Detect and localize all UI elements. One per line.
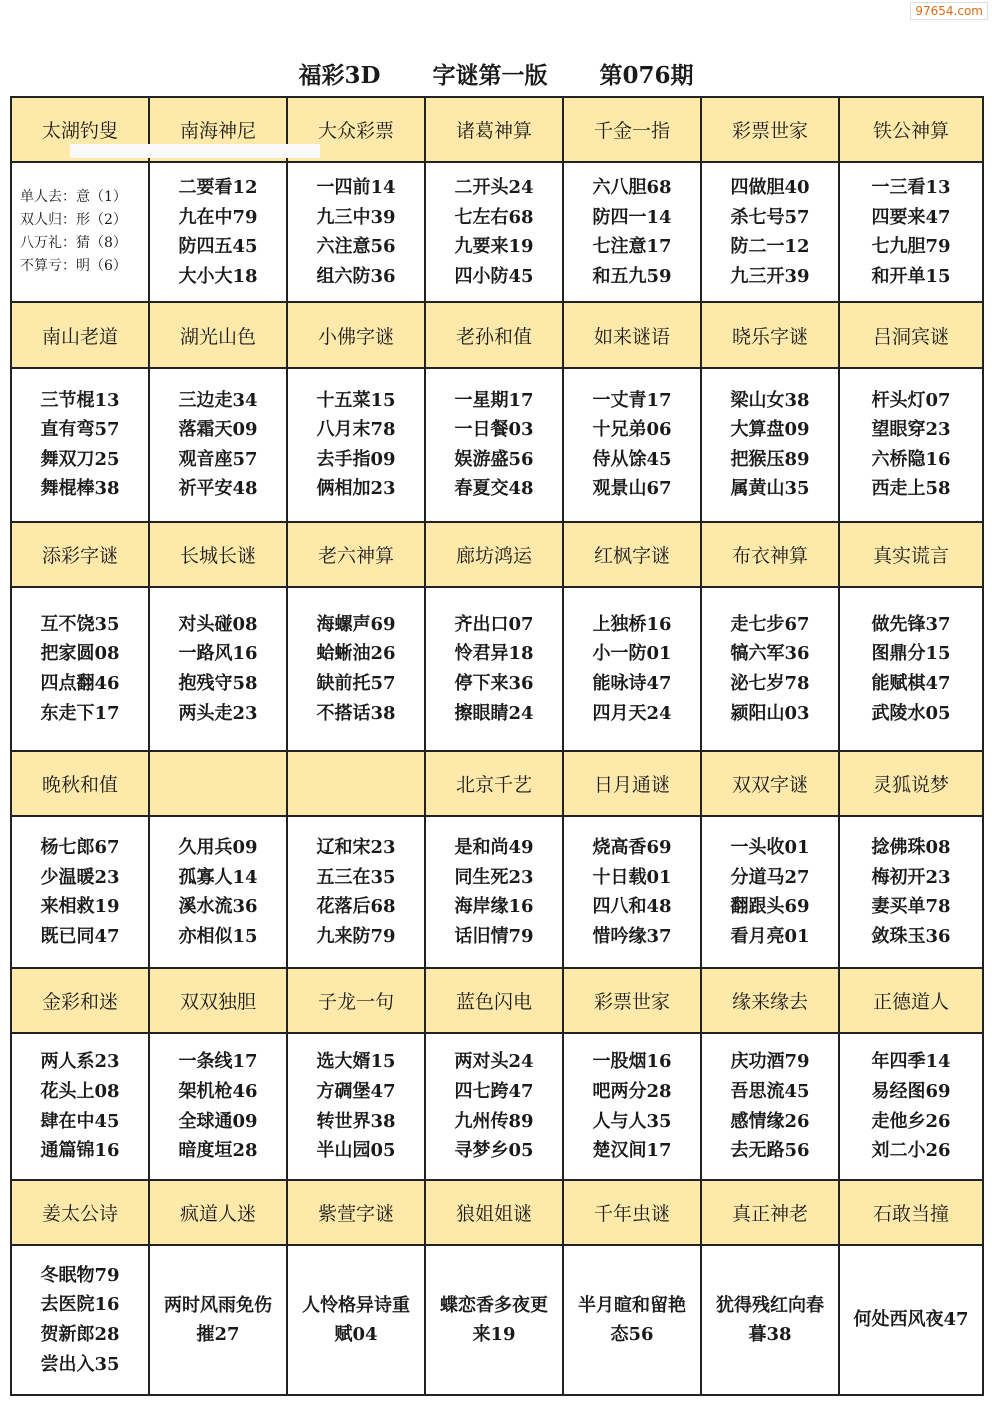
riddle-cell [288,369,426,521]
riddle-line: 祈平安48 [178,478,258,500]
source-header: 南山老道 [12,303,150,366]
riddle-line: 泌七岁78 [730,672,810,694]
riddle-line: 走七步67 [730,613,810,635]
riddle-line: 九来防79 [316,925,396,947]
riddle-line: 去手指09 [316,448,396,470]
riddle-line: 烧高香69 [592,837,672,858]
riddle-line: 溪水流36 [178,896,258,918]
riddle-line: 一丈青17 [592,389,672,411]
source-header: 吕洞宾谜 [872,325,949,348]
source-header: 如来谜语 [564,303,702,366]
riddle-line: 把猴压89 [730,448,810,470]
source-header: 双双字谜 [702,752,840,815]
riddle-cell [564,1034,702,1178]
source-header: 诸葛神算 [426,98,564,161]
riddle-line: 通篇锦16 [40,1140,120,1162]
source-header: 长城长谜 [150,523,288,586]
source-header: 大众彩票 [288,98,426,161]
title-issue: 第076期 [599,61,694,89]
riddle-cell [702,1034,840,1178]
riddle-line: 方碉堡47 [316,1080,396,1102]
riddle-cell [12,1034,150,1178]
riddle-cell [564,588,702,750]
riddle-line: 海螺声69 [316,613,396,635]
riddle-cell [564,163,702,301]
riddle-line: 易经图69 [871,1080,951,1102]
header-row [12,969,982,1034]
source-header: 铁公神算 [872,120,949,143]
riddle-line: 观景山67 [592,478,672,500]
riddle-line: 久用兵09 [178,837,258,858]
header-row [12,1181,982,1246]
riddle-line: 四七跨47 [454,1080,534,1102]
source-header: 真实谎言 [872,544,949,567]
riddle-line: 十兄弟06 [592,419,672,441]
riddle-line: 五三在35 [316,866,396,888]
riddle-line: 春夏交48 [454,478,534,500]
riddle-line: 单人去：意（1） [20,189,127,206]
riddle-line: 四做胆40 [730,177,810,199]
source-header: 红枫字谜 [564,523,702,586]
riddle-line: 选大婿15 [316,1051,396,1073]
riddle-line: 图鼎分15 [871,643,951,665]
riddle-cell [426,817,564,967]
riddle-line: 年四季14 [871,1051,951,1073]
header-row [12,752,982,817]
source-header: 北京千艺 [426,752,564,815]
riddle-line: 防四五45 [178,236,258,258]
riddle-line: 一日餐03 [454,419,534,441]
riddle-line: 二开头24 [454,177,534,199]
riddle-cell [426,163,564,301]
riddle-line: 俩相加23 [316,478,396,500]
riddle-line: 能咏诗47 [592,672,672,694]
riddle-line: 能赋棋47 [871,672,951,694]
source-header: 湖光山色 [150,303,288,366]
riddle-line: 两人系23 [40,1051,120,1073]
riddle-cell [12,1246,150,1394]
riddle-line: 架机枪46 [178,1080,258,1102]
riddle-table [10,96,984,1396]
riddle-line: 八月末78 [316,419,396,441]
riddle-line: 观音座57 [178,448,258,470]
riddle-cell [564,369,702,521]
riddle-line: 花头上08 [40,1080,120,1102]
source-header: 老六神算 [288,523,426,586]
riddle-line: 属黄山35 [730,478,810,500]
riddle-line: 一股烟16 [592,1051,672,1073]
riddle-line: 八万礼：猜（8） [20,235,127,252]
riddle-cell [702,817,840,967]
riddle-line: 去医院16 [40,1294,120,1316]
riddle-line: 冬眠物79 [40,1264,120,1286]
riddle-line: 一路风16 [178,643,258,665]
riddle-line: 对头碰08 [178,613,258,635]
riddle-line: 分道马27 [730,866,810,888]
riddle-line: 全球通09 [178,1110,258,1132]
riddle-cell [12,588,150,750]
riddle-cell [150,369,288,521]
riddle-line: 吧两分28 [592,1080,672,1102]
riddle-line: 一三看13 [871,177,951,199]
riddle-line: 齐出口07 [454,613,534,635]
riddle-line: 半月暄和留艳 [578,1294,686,1316]
riddle-cell [150,163,288,301]
riddle-line: 捻佛珠08 [871,837,951,858]
riddle-line: 半山园05 [316,1140,396,1162]
source-header: 蓝色闪电 [426,969,564,1032]
source-header: 晚秋和值 [12,752,150,815]
riddle-cell [840,588,982,750]
title-edition: 字谜第一版 [432,61,548,89]
content-row [12,1034,982,1180]
riddle-cell [288,588,426,750]
riddle-cell [564,1246,702,1394]
riddle-line: 大算盘09 [730,419,810,441]
riddle-line: 十五菜15 [316,389,396,411]
riddle-line: 同生死23 [454,866,534,888]
riddle-line: 一头收01 [730,837,810,858]
source-header: 千金一指 [564,98,702,161]
riddle-cell [840,1246,982,1394]
riddle-cell [150,588,288,750]
riddle-line: 四小防45 [454,265,534,287]
riddle-line: 杨七郎67 [40,837,120,858]
riddle-line: 九在中79 [178,206,258,228]
source-header: 疯道人迷 [150,1181,288,1244]
riddle-line: 蛤蜥油26 [316,643,396,665]
riddle-cell [426,1246,564,1394]
riddle-line: 何处西风夜47 [853,1309,969,1331]
riddle-line: 小一防01 [592,643,672,665]
riddle-cell [288,1034,426,1178]
riddle-cell [150,1246,288,1394]
source-header: 缘来缘去 [702,969,840,1032]
source-header: 廊坊鸿运 [426,523,564,586]
riddle-line: 怜君异18 [454,643,534,665]
riddle-line: 一四前14 [316,177,396,199]
source-header: 添彩字谜 [12,523,150,586]
riddle-cell [150,1034,288,1178]
riddle-line: 庆功酒79 [730,1051,810,1073]
riddle-cell [12,817,150,967]
riddle-line: 把家圆08 [40,643,120,665]
source-header: 正德道人 [872,991,949,1014]
riddle-line: 人怜格异诗重 [302,1294,410,1316]
riddle-line: 颍阳山03 [730,702,810,724]
riddle-line: 摧27 [196,1323,240,1345]
riddle-line: 不搭话38 [316,702,396,724]
source-header: 金彩和迷 [12,969,150,1032]
content-row [12,817,982,969]
riddle-line: 是和尚49 [454,837,534,858]
riddle-cell [288,163,426,301]
riddle-line: 翻跟头69 [730,896,810,918]
riddle-line: 六八胆68 [592,177,672,199]
riddle-line: 杀七号57 [730,206,810,228]
riddle-line: 吾思流45 [730,1080,810,1102]
source-header: 紫萱字谜 [288,1181,426,1244]
riddle-line: 双人归：形（2） [20,212,127,229]
riddle-cell [702,163,840,301]
riddle-line: 舞棍棒38 [40,478,120,500]
source-header [150,752,288,815]
riddle-line: 赋04 [334,1323,378,1345]
riddle-cell [426,588,564,750]
riddle-line: 上独桥16 [592,613,672,635]
riddle-line: 少温暖23 [40,866,120,888]
riddle-line: 海岸缘16 [454,896,534,918]
riddle-line: 娱游盛56 [454,448,534,470]
content-row [12,1246,982,1394]
riddle-line: 直有弯57 [40,419,120,441]
source-header: 南海神尼 [150,98,288,161]
riddle-line: 暮38 [748,1323,792,1345]
riddle-line: 四要来47 [871,206,951,228]
riddle-line: 敛珠玉36 [871,925,951,947]
riddle-cell [150,817,288,967]
riddle-line: 擦眼睛24 [454,702,534,724]
riddle-line: 肆在中45 [40,1110,120,1132]
riddle-line: 停下来36 [454,672,534,694]
riddle-line: 防四一14 [592,206,672,228]
source-header: 狼姐姐谜 [426,1181,564,1244]
source-header: 晓乐字谜 [702,303,840,366]
riddle-line: 感情缘26 [730,1110,810,1132]
riddle-cell [288,1246,426,1394]
riddle-line: 妻买单78 [871,896,951,918]
riddle-line: 尝出入35 [40,1353,120,1375]
riddle-line: 蝶恋香多夜更 [440,1294,548,1316]
riddle-line: 楚汉间17 [592,1140,672,1162]
source-header: 真正神老 [702,1181,840,1244]
riddle-line: 态56 [610,1323,654,1345]
riddle-line: 望眼穿23 [871,419,951,441]
riddle-line: 六注意56 [316,236,396,258]
riddle-line: 二要看12 [178,177,258,199]
riddle-line: 不算亏：明（6） [20,258,127,275]
riddle-line: 亦相似15 [178,925,258,947]
riddle-cell [288,817,426,967]
riddle-line: 暗度垣28 [178,1140,258,1162]
riddle-line: 两头走23 [178,702,258,724]
riddle-cell [840,1034,982,1178]
riddle-line: 抱残守58 [178,672,258,694]
source-header: 双双独胆 [150,969,288,1032]
header-row [12,523,982,588]
riddle-line: 话旧情79 [454,925,534,947]
riddle-line: 缺前托57 [316,672,396,694]
riddle-line: 东走下17 [40,702,120,724]
riddle-line: 梅初开23 [871,866,951,888]
riddle-line: 和五九59 [592,265,672,287]
source-header: 老孙和值 [426,303,564,366]
riddle-cell [702,369,840,521]
riddle-line: 既已同47 [40,925,120,947]
riddle-line: 和开单15 [871,265,951,287]
riddle-line: 西走上58 [871,478,951,500]
riddle-line: 三边走34 [178,389,258,411]
riddle-line: 两时风雨免伤 [164,1294,272,1316]
riddle-line: 去无路56 [730,1140,810,1162]
riddle-line: 组六防36 [316,265,396,287]
riddle-line: 人与人35 [592,1110,672,1132]
riddle-line: 四八和48 [592,896,672,918]
riddle-line: 看月亮01 [730,925,810,947]
riddle-line: 刘二小26 [871,1140,951,1162]
riddle-line: 七九胆79 [871,236,951,258]
riddle-line: 四月天24 [592,702,672,724]
riddle-line: 犹得残红向春 [716,1294,824,1316]
riddle-cell [12,163,150,301]
riddle-cell [12,369,150,521]
riddle-line: 七注意17 [592,236,672,258]
riddle-line: 走他乡26 [871,1110,951,1132]
riddle-line: 九州传89 [454,1110,534,1132]
title-lottery: 福彩3D [298,61,381,89]
riddle-line: 十日载01 [592,866,672,888]
riddle-line: 惜吟缘37 [592,925,672,947]
riddle-line: 做先锋37 [871,613,951,635]
riddle-line: 六桥隐16 [871,448,951,470]
source-header [288,752,426,815]
riddle-line: 梁山女38 [730,389,810,411]
riddle-cell [702,1246,840,1394]
source-header: 日月通谜 [564,752,702,815]
riddle-line: 侍从馀45 [592,448,672,470]
content-row [12,588,982,752]
site-watermark: 97654.com [910,2,988,20]
page-title [0,56,992,90]
riddle-line: 一条线17 [178,1051,258,1073]
riddle-line: 防二一12 [730,236,810,258]
riddle-cell [840,369,982,521]
riddle-line: 落霜天09 [178,419,258,441]
riddle-line: 大小大18 [178,265,258,287]
riddle-line: 转世界38 [316,1110,396,1132]
source-header: 子龙一句 [288,969,426,1032]
riddle-cell [426,1034,564,1178]
riddle-line: 来相救19 [40,896,120,918]
riddle-line: 九三中39 [316,206,396,228]
riddle-line: 杆头灯07 [871,389,951,411]
source-header: 彩票世家 [702,98,840,161]
riddle-cell [702,588,840,750]
source-header: 布衣神算 [702,523,840,586]
riddle-line: 七左右68 [454,206,534,228]
riddle-line: 寻梦乡05 [454,1140,534,1162]
source-header: 千年虫谜 [564,1181,702,1244]
riddle-line: 舞双刀25 [40,448,120,470]
riddle-line: 贺新郎28 [40,1323,120,1345]
riddle-line: 孤寡人14 [178,866,258,888]
source-header: 彩票世家 [564,969,702,1032]
source-header: 太湖钓叟 [12,98,150,161]
header-row [12,303,982,368]
riddle-line: 九三开39 [730,265,810,287]
riddle-cell [426,369,564,521]
riddle-line: 犒六军36 [730,643,810,665]
riddle-line: 花落后68 [316,896,396,918]
riddle-line: 九要来19 [454,236,534,258]
riddle-cell [564,817,702,967]
riddle-cell [840,163,982,301]
source-header: 小佛字谜 [288,303,426,366]
riddle-line: 辽和宋23 [316,837,396,858]
riddle-line: 一星期17 [454,389,534,411]
source-header: 姜太公诗 [12,1181,150,1244]
source-header: 石敢当撞 [872,1202,949,1225]
source-header: 灵狐说梦 [872,774,949,797]
riddle-line: 武陵水05 [871,702,951,724]
riddle-cell [840,817,982,967]
riddle-line: 三节棍13 [40,389,120,411]
content-row [12,163,982,303]
riddle-line: 两对头24 [454,1051,534,1073]
riddle-line: 互不饶35 [40,613,120,635]
blurred-overlay [70,144,320,158]
content-row [12,369,982,523]
riddle-line: 四点翻46 [40,672,120,694]
riddle-line: 来19 [472,1323,516,1345]
